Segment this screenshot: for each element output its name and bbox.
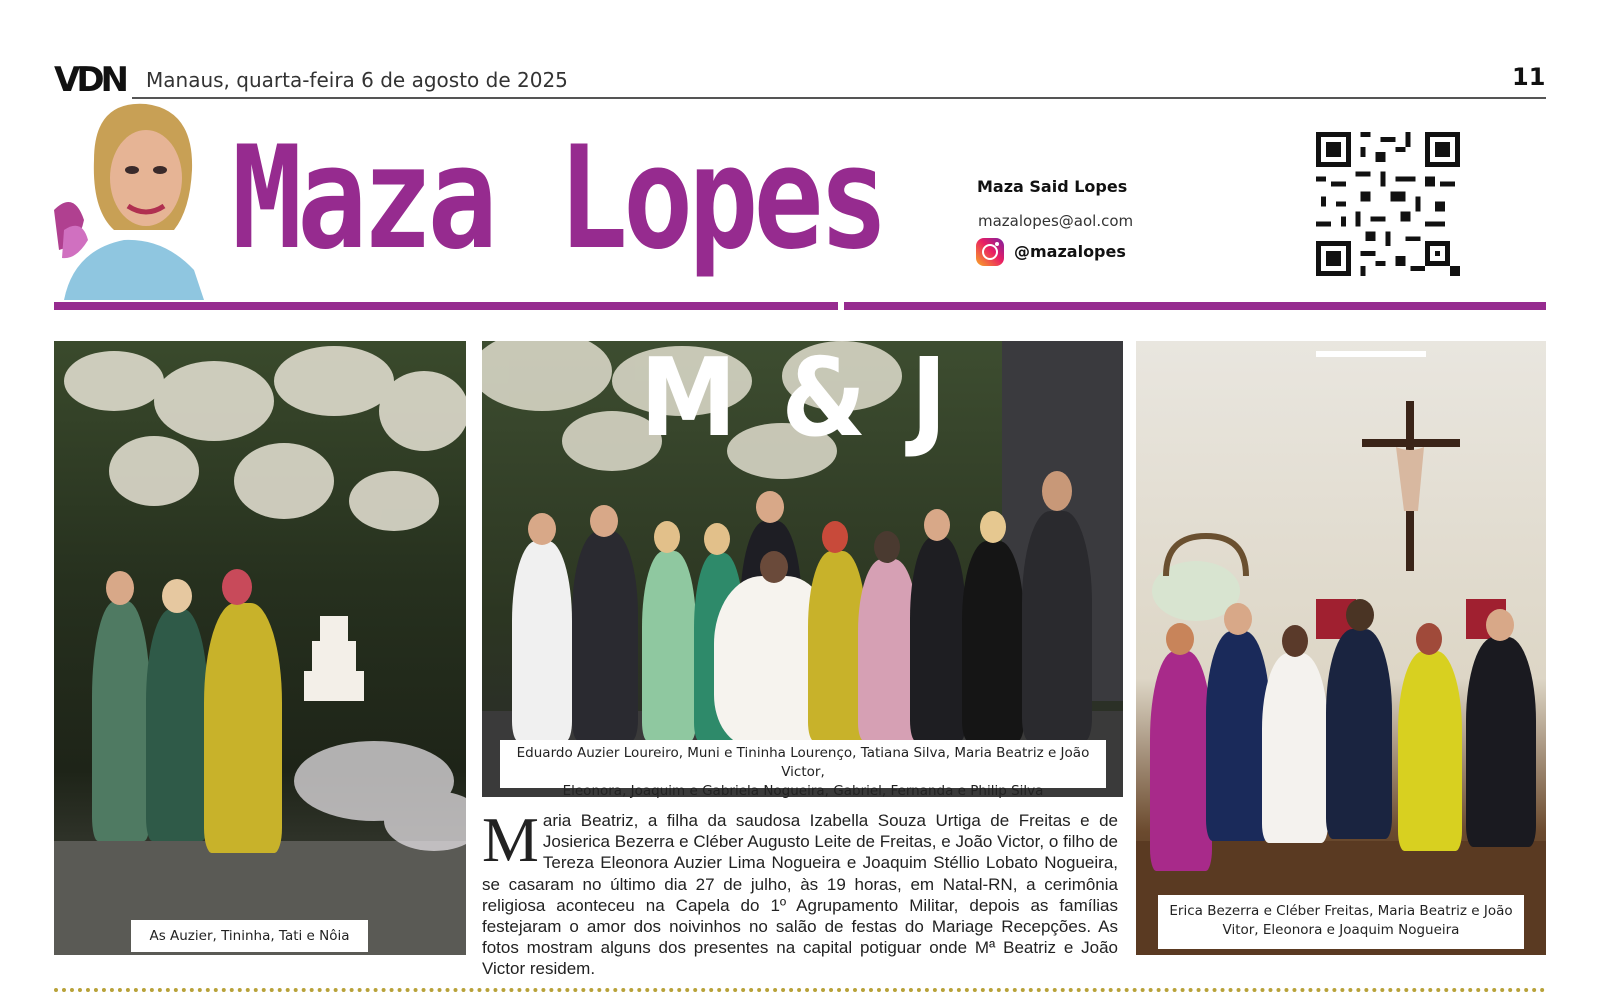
caption-left: As Auzier, Tininha, Tati e Nôia: [131, 920, 368, 952]
guest-head: [760, 551, 788, 583]
caption-middle: [500, 740, 1106, 799]
article-body: [482, 804, 1118, 980]
guest-figure: [1466, 637, 1536, 847]
guest-head: [822, 521, 848, 553]
couple-initials: M & J: [640, 336, 953, 461]
guest-head: [1282, 625, 1308, 657]
author-name: Maza Said Lopes: [977, 177, 1128, 196]
guest-figure: [146, 609, 208, 841]
masthead-rule-right: [844, 302, 1546, 310]
qr-code: [1316, 132, 1460, 276]
guest-head: [1346, 599, 1374, 631]
guest-head: [590, 505, 618, 537]
guest-head: [162, 579, 192, 613]
instagram-icon: [976, 238, 1004, 266]
guest-head: [1416, 623, 1442, 655]
caption-right-line1: Erica Bezerra e Cléber Freitas, Maria Beatriz e João: [1169, 903, 1513, 919]
instagram-handle: @mazalopes: [1014, 242, 1126, 261]
guest-figure: [910, 537, 966, 741]
newspaper-logo: VDN: [54, 60, 125, 100]
guest-head: [1224, 603, 1252, 635]
guest-figure: [1022, 511, 1092, 741]
guest-head: [1486, 609, 1514, 641]
dateline: Manaus, quarta-feira 6 de agosto de 2025: [146, 68, 568, 92]
caption-right: [1158, 895, 1524, 949]
guest-head: [756, 491, 784, 523]
bride-figure: [1262, 653, 1328, 843]
header-rule: [132, 97, 1546, 99]
page-bottom-dotted-rule: [54, 988, 1546, 992]
caption-right-line2: Vitor, Eleonora e Joaquim Nogueira: [1222, 922, 1460, 938]
caption-middle-line2: Eleonora, Joaquim e Gabriela Nogueira, Gabriel, Fernanda e Philip Silva: [562, 783, 1044, 799]
photo-left: [54, 341, 466, 955]
guest-head: [874, 531, 900, 563]
columnist-portrait: [54, 100, 204, 300]
guest-head: [106, 571, 134, 605]
guest-head: [1042, 471, 1072, 511]
column-title: Maza Lopes: [232, 116, 884, 281]
guest-head: [528, 513, 556, 545]
page-number: 11: [1512, 63, 1546, 91]
guest-head: [1166, 623, 1194, 655]
guest-figure: [858, 559, 918, 741]
guest-head: [924, 509, 950, 541]
guest-figure: [642, 551, 696, 741]
guest-head: [980, 511, 1006, 543]
guest-head: [222, 569, 252, 605]
guest-figure: [1206, 631, 1270, 841]
guest-figure: [962, 541, 1024, 741]
guest-head: [654, 521, 680, 553]
guest-head: [704, 523, 730, 555]
masthead-rule-left: [54, 302, 838, 310]
drop-cap: M: [482, 804, 539, 875]
author-email: mazalopes@aol.com: [978, 212, 1134, 230]
guest-figure: [1398, 651, 1462, 851]
guest-figure: [572, 531, 638, 741]
groom-figure: [1326, 629, 1392, 839]
guest-figure: [512, 541, 572, 741]
guest-figure: [92, 601, 150, 841]
guest-figure: [204, 603, 282, 853]
article-text: aria Beatriz, a filha da saudosa Izabella Souza Urtiga de Freitas e de Josierica Bezerra e Cléber Augusto Leite de Freitas, e João Victor, o filho de Tereza Eleonora Auzier Lima Nogueira e Joaquim Stéllio Lobato Nogueira, se casaram no último dia 27 de julho, às 19 horas, em Natal-RN, a cerimônia religiosa aconteceu na Capela do 1º Agrupamento Militar, depois as famílias festejaram o amor dos noivinhos no salão de festas do Mariage Recepções. As fotos mostram alguns dos presentes na capital potiguar onde Mª Beatriz e João Victor residem.: [482, 811, 1118, 979]
photo-right: [1136, 341, 1546, 955]
guest-figure: [1150, 651, 1212, 871]
caption-middle-line1: Eduardo Auzier Loureiro, Muni e Tininha Lourenço, Tatiana Silva, Maria Beatriz e João Victor,: [516, 745, 1090, 780]
